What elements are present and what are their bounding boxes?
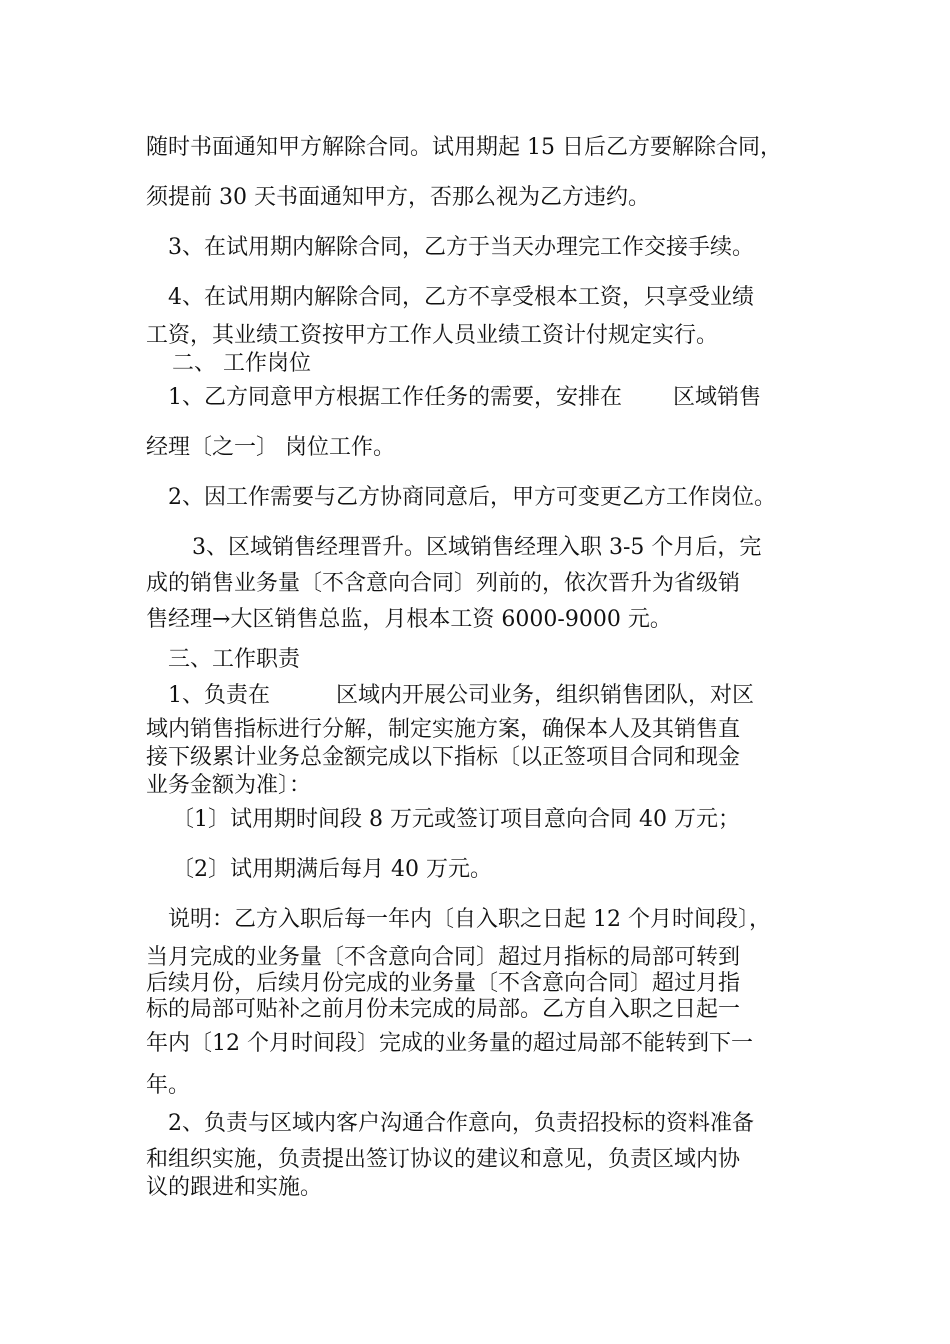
text-line: 4、在试用期内解除合同，乙方不享受根本工资，只享受业绩 xyxy=(168,285,754,310)
text-line: 接下级累计业务总金额完成以下指标〔以正签项目合同和现金 xyxy=(146,745,741,770)
text-line: 说明：乙方入职后每一年内〔自入职之日起 12 个月时间段〕， xyxy=(168,907,771,932)
text-line: 当月完成的业务量〔不含意向合同〕超过月指标的局部可转到 xyxy=(146,945,741,970)
text-line: 业务金额为准〕： xyxy=(146,773,312,798)
text-line: 成的销售业务量〔不含意向合同〕列前的，依次晋升为省级销 xyxy=(146,571,741,596)
text-line: 议的跟进和实施。 xyxy=(146,1175,323,1200)
text-line: 1、乙方同意甲方根据工作任务的需要，安排在 区域销售 xyxy=(168,385,761,410)
text-line: 后续月份，后续月份完成的业务量〔不含意向合同〕超过月指 xyxy=(146,971,741,996)
text-line: 随时书面通知甲方解除合同。试用期起 15 日后乙方要解除合同， xyxy=(146,135,782,160)
section-heading: 三、工作职责 xyxy=(168,647,301,672)
list-item: 〔2〕试用期满后每月 40 万元。 xyxy=(172,857,492,882)
text-line: 须提前 30 天书面通知甲方，否那么视为乙方违约。 xyxy=(146,185,650,210)
text-line: 年内〔12 个月时间段〕完成的业务量的超过局部不能转到下一 xyxy=(146,1031,753,1056)
list-item: 〔1〕试用期时间段 8 万元或签订项目意向合同 40 万元； xyxy=(172,807,740,832)
text-line: 标的局部可贴补之前月份未完成的局部。乙方自入职之日起一 xyxy=(146,997,741,1022)
text-line: 2、负责与区域内客户沟通合作意向，负责招投标的资料准备 xyxy=(168,1111,754,1136)
text-line: 3、区域销售经理晋升。区域销售经理入职 3-5 个月后，完 xyxy=(192,535,762,560)
section-heading: 二、 工作岗位 xyxy=(172,351,311,376)
text-line: 售经理→大区销售总监，月根本工资 6000-9000 元。 xyxy=(146,607,672,632)
text-line: 经理〔之一〕 岗位工作。 xyxy=(146,435,395,460)
text-line: 工资，其业绩工资按甲方工作人员业绩工资计付规定实行。 xyxy=(146,323,719,348)
text-line: 年。 xyxy=(146,1073,191,1098)
text-line: 域内销售指标进行分解，制定实施方案，确保本人及其销售直 xyxy=(146,717,741,742)
text-line: 和组织实施，负责提出签订协议的建议和意见，负责区域内协 xyxy=(146,1147,741,1172)
text-line: 2、因工作需要与乙方协商同意后，甲方可变更乙方工作岗位。 xyxy=(168,485,776,510)
text-line: 1、负责在 区域内开展公司业务，组织销售团队，对区 xyxy=(168,683,754,708)
text-line: 3、在试用期内解除合同，乙方于当天办理完工作交接手续。 xyxy=(168,235,754,260)
